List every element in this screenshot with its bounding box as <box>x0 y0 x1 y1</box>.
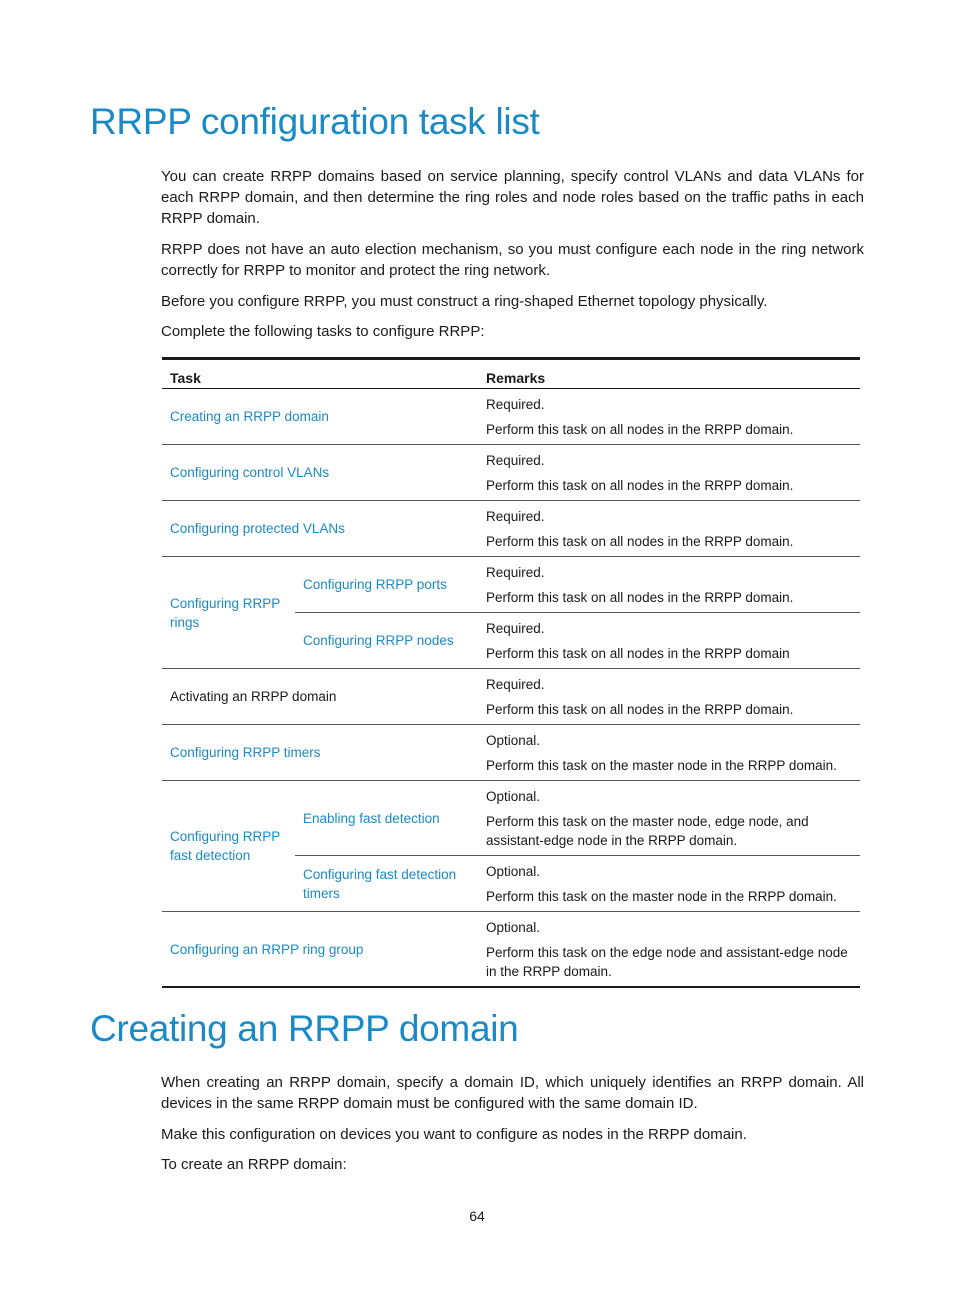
remark-note: Perform this task on all nodes in the RRPP domain. <box>486 702 794 717</box>
remark-status: Required. <box>486 677 545 692</box>
table-row <box>162 781 860 856</box>
tasks-intro-paragraph: Complete the following tasks to configure RRPP: <box>161 323 485 340</box>
remarks-cell <box>478 389 860 445</box>
task-link-control-vlans[interactable]: Configuring control VLANs <box>170 465 330 480</box>
table-row <box>162 557 860 613</box>
procedure-intro-paragraph: To create an RRPP domain: <box>161 1156 347 1173</box>
remark-note: Perform this task on all nodes in the RRPP domain. <box>486 590 794 605</box>
configuration-paragraph: Make this configuration on devices you want to configure as nodes in the RRPP domain. <box>161 1126 747 1143</box>
table-row <box>162 912 860 988</box>
task-link-fast-detection[interactable]: Configuring RRPP fast detection <box>170 829 281 863</box>
table-row <box>162 669 860 725</box>
remark-status: Optional. <box>486 789 541 804</box>
remark-status: Optional. <box>486 864 541 879</box>
task-link-rrpp-ports[interactable]: Configuring RRPP ports <box>303 577 447 592</box>
remark-note: Perform this task on the master node in the RRPP domain. <box>486 758 837 773</box>
section-title: RRPP configuration task list <box>90 101 540 142</box>
task-header: Task <box>162 359 478 389</box>
remarks-cell <box>478 445 860 501</box>
remark-status: Required. <box>486 565 545 580</box>
section-title: Creating an RRPP domain <box>90 1008 519 1049</box>
table-row <box>162 389 860 445</box>
remark-status: Required. <box>486 509 545 524</box>
remark-note: Perform this task on the master node, edge node, and assistant-edge node in the RRPP domain. <box>486 814 809 848</box>
remarks-cell <box>478 613 860 669</box>
page-number: 64 <box>469 1208 485 1224</box>
table-row <box>162 501 860 557</box>
task-link-ring-group[interactable]: Configuring an RRPP ring group <box>170 941 364 957</box>
remark-status: Optional. <box>486 733 541 748</box>
remark-note: Perform this task on all nodes in the RRPP domain. <box>486 534 794 549</box>
remarks-cell <box>478 781 860 856</box>
remark-note: Perform this task on all nodes in the RRPP domain. <box>486 422 794 437</box>
remarks-cell <box>478 912 860 988</box>
remarks-cell <box>478 669 860 725</box>
task-link-protected-vlans[interactable]: Configuring protected VLANs <box>170 521 345 536</box>
remark-note: Perform this task on the edge node and assistant-edge node in the RRPP domain. <box>486 945 848 979</box>
remark-status: Required. <box>486 397 545 412</box>
task-link-fast-detection-timers[interactable]: Configuring fast detection timers <box>303 866 457 901</box>
task-table <box>162 357 860 988</box>
election-paragraph: RRPP does not have an auto election mechanism, so you must configure each node in the ring network correctly for RRPP to monitor and protect the ring network. <box>161 241 864 279</box>
intro-paragraph: You can create RRPP domains based on service planning, specify control VLANs and data VLANs for each RRPP domain, and then determine the ring roles and node roles based on the traffic paths in each RRPP domain. <box>161 168 864 227</box>
topology-paragraph: Before you configure RRPP, you must construct a ring-shaped Ethernet topology physically. <box>161 293 768 310</box>
task-link-rrpp-rings[interactable]: Configuring RRPP rings <box>170 595 281 630</box>
remark-status: Required. <box>486 621 545 636</box>
table-row <box>162 725 860 781</box>
remark-note: Perform this task on the master node in the RRPP domain. <box>486 889 837 904</box>
table-row <box>162 445 860 501</box>
remark-status: Required. <box>486 453 545 468</box>
remarks-cell <box>478 725 860 781</box>
remark-note: Perform this task on all nodes in the RRPP domain. <box>486 478 794 493</box>
task-link-rrpp-nodes[interactable]: Configuring RRPP nodes <box>303 633 454 648</box>
domain-id-paragraph: When creating an RRPP domain, specify a domain ID, which uniquely identifies an RRPP domain. All devices in the same RRPP domain must be configured with the same domain ID. <box>161 1074 864 1112</box>
remark-status: Optional. <box>486 920 541 935</box>
remark-note: Perform this task on all nodes in the RRPP domain <box>486 646 790 661</box>
task-link-enabling-fast-detection[interactable]: Enabling fast detection <box>303 810 440 826</box>
table-header-row <box>162 359 860 389</box>
remarks-cell <box>478 557 860 613</box>
task-link-creating-domain[interactable]: Creating an RRPP domain <box>170 409 329 424</box>
remarks-header: Remarks <box>478 359 860 389</box>
remarks-cell <box>478 501 860 557</box>
remarks-cell <box>478 856 860 912</box>
task-link-rrpp-timers[interactable]: Configuring RRPP timers <box>170 745 321 760</box>
task-activating-domain: Activating an RRPP domain <box>170 689 337 704</box>
